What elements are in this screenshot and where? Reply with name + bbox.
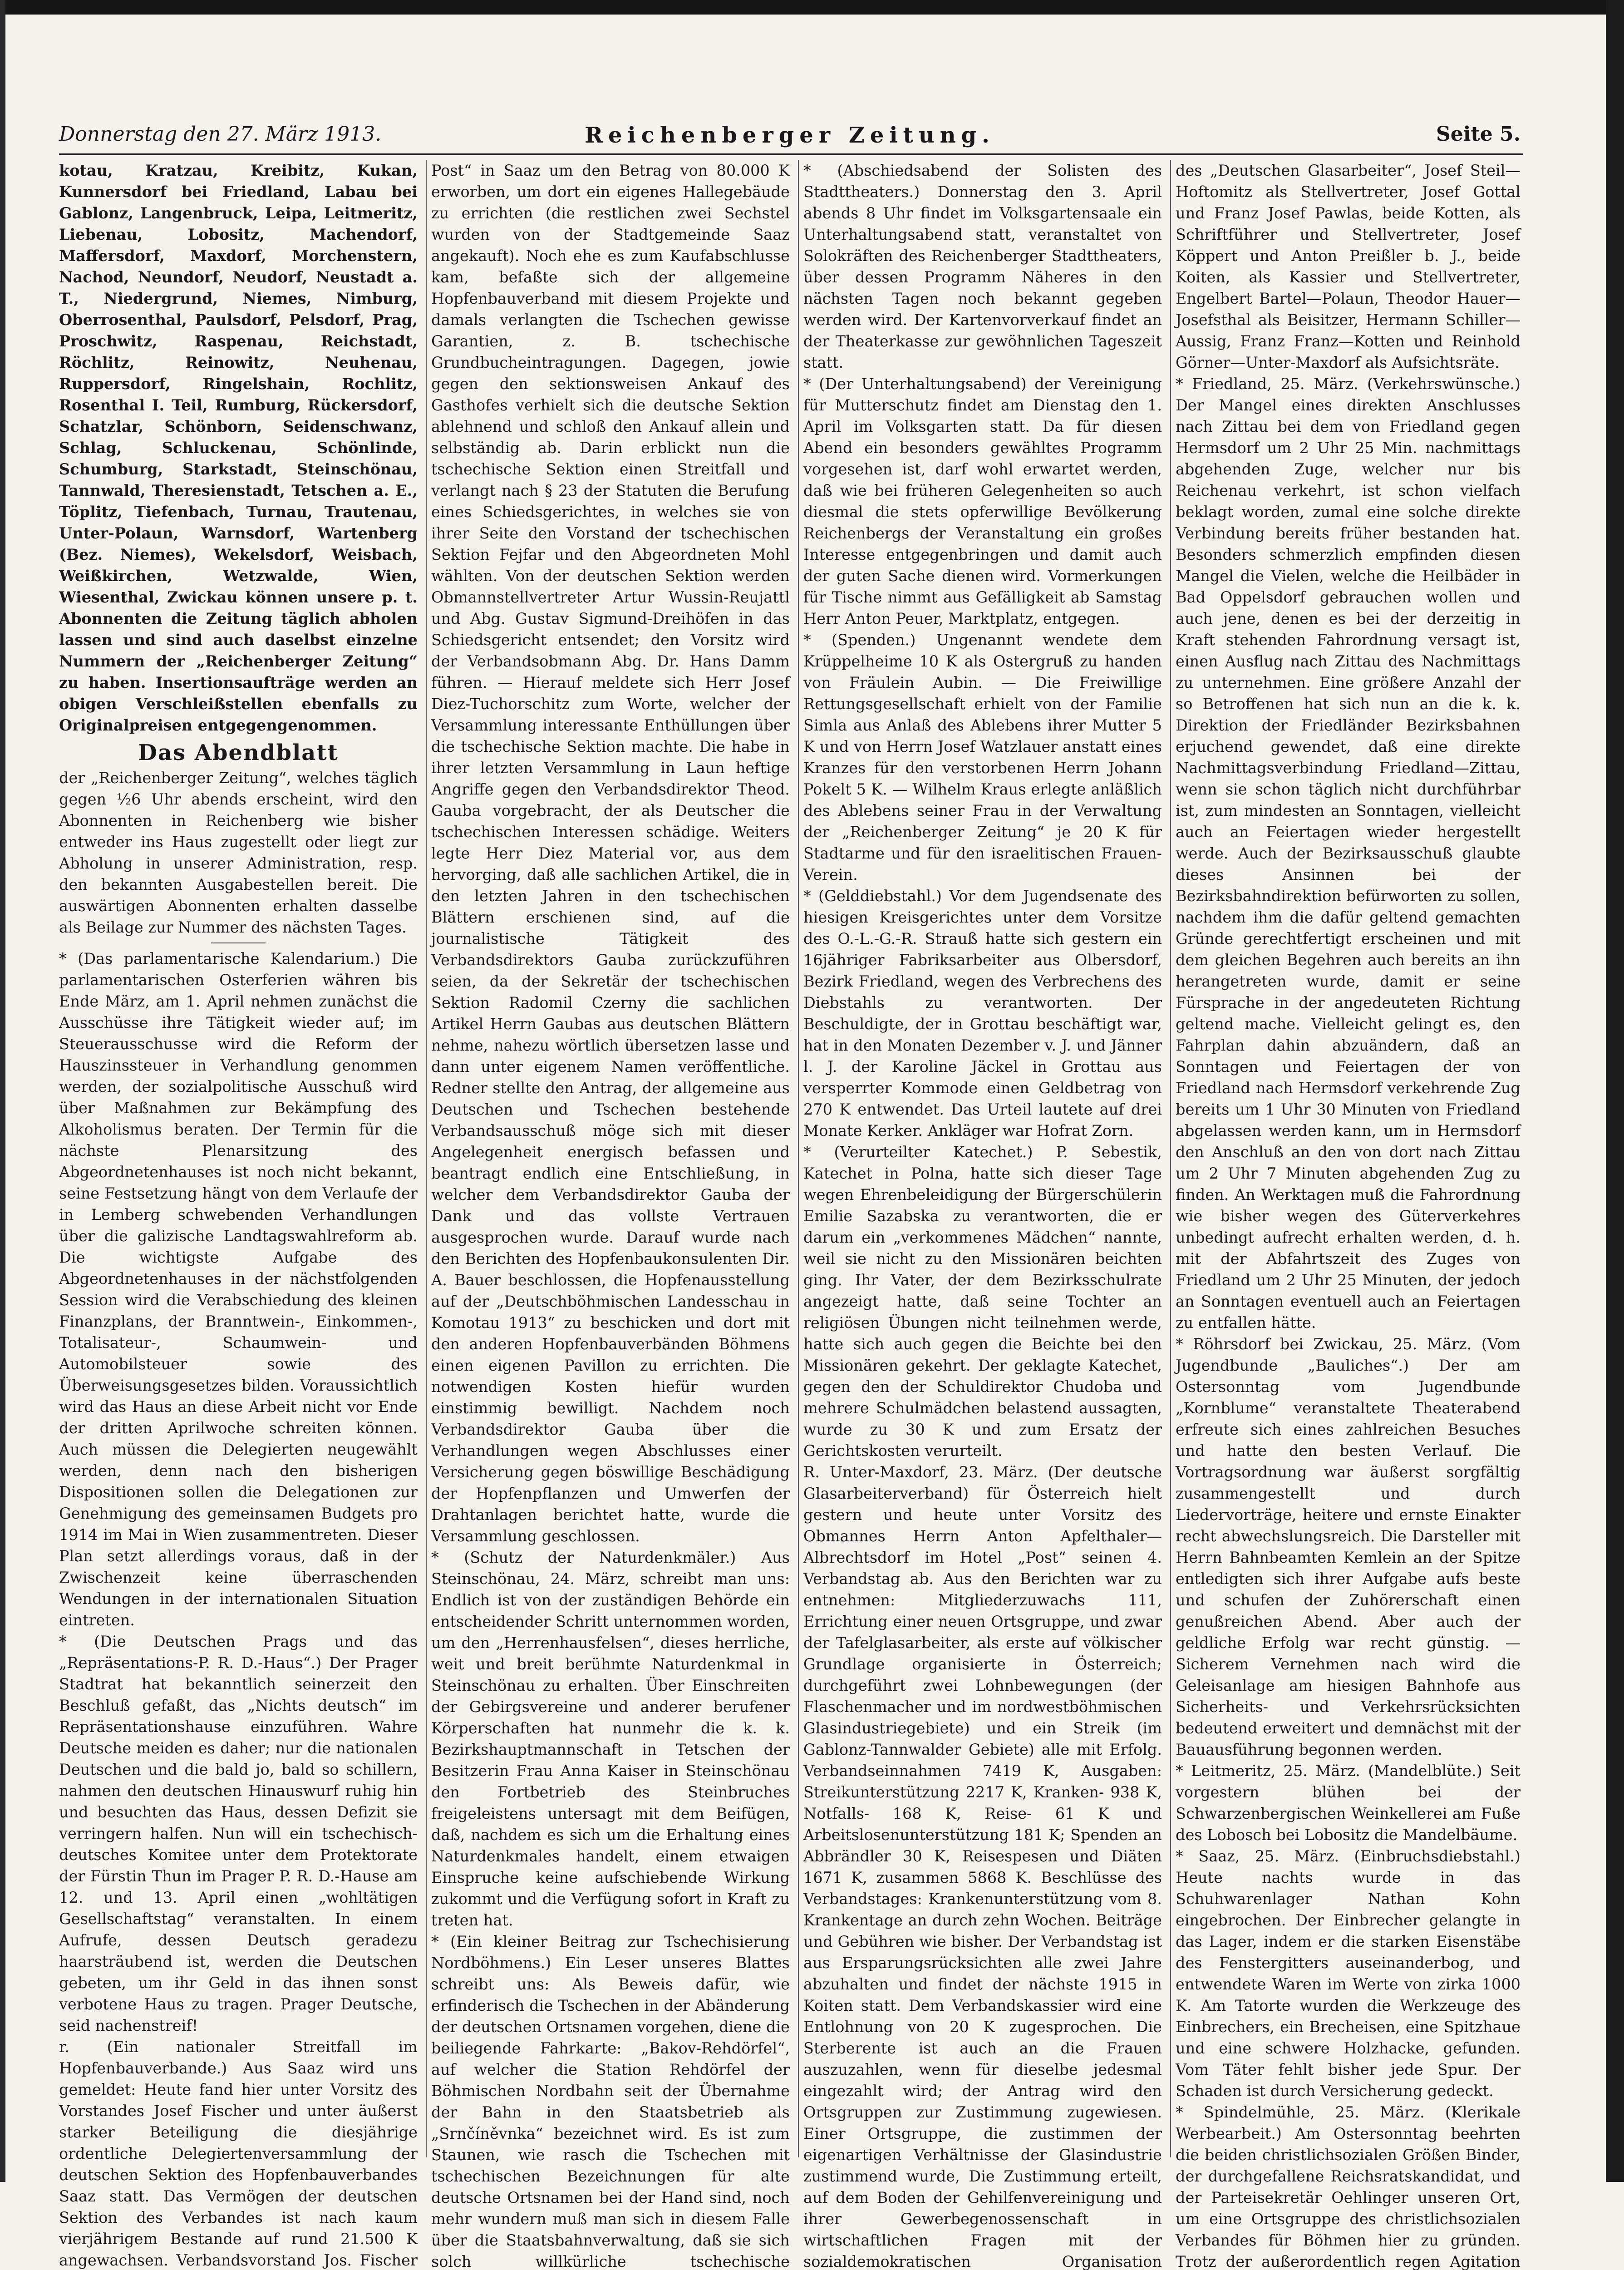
scan-edge-right: [1606, 0, 1624, 2182]
article-hop-dispute-cont: Post“ in Saaz um den Betrag von 80.000 K erworben, um dort ein eigenes Hallegebäude zu errichten (die restlichen zwei Sechstel wurden von der Stadtgemeinde Saaz angekauft). Noch ehe es zum Kaufabschlusse kam, befaßte sich der allgemeine Hopfenbauverband mit diesem Projekte und damals verlangten die Tschechen gewisse Garantien, z. B. tschechische Grundbucheintragungen. Dagegen, jowie gegen den sektionsweisen Ankauf des Gasthofes verhielt sich die deutsche Sektion ablehnend und schloß den Ankauf allein und selbständig ab. Darin erblickt nun die tschechische Sektion einen Streitfall und verlangt nach § 23 der Statuten die Berufung eines Schiedsgerichtes, in welches sie von ihrer Seite den Vorstand der tschechischen Sektion Fejfar und den Abgeordneten Mohl wählten. Von der deutschen Sektion werden Obmannstellvertreter Artur Wussin-Reujattl und Abg. Gustav Sigmund-Dreihöfen in das Schiedsgericht entsendet; den Vorsitz wird der Verbandsobmann Abg. Dr. Hans Damm führen. — Hierauf meldete sich Herr Josef Diez-Tuchorschitz zum Worte, welcher der Versammlung interessante Enthüllungen über die tschechische Sektion machte. Die habe in ihrer letzten Versammlung in Laun heftige Angriffe gegen den Verbandsdirektor Theod. Gauba vorgebracht, der als Deutscher die tschechischen Interessen schädige. Weiters legte Herr Diez Material vor, aus dem hervorging, daß alle sachlichen Artikel, die in den letzten Jahren in den tschechischen Blättern erschienen sind, auf die journalistische Tätigkeit des Verbandsdirektors Gauba zurückzuführen seien, da der Sekretär der tschechischen Sektion Radomil Czerny die sachlichen Artikel Herrn Gaubas aus deutschen Blättern nehme, nahezu wörtlich übersetzen lasse und dann unter eigenem Namen veröffentliche. Redner stellte den Antrag, der allgemeine aus Deutschen und Tschechen bestehende Verbandsausschuß möge sich mit dieser Angelegenheit energisch befassen und beantragt endlich eine Entschließung, in welcher dem Verbandsdirektor Gauba der Dank und das vollste Vertrauen ausgesprochen wurde. Darauf wurde nach den Berichten des Hopfenbaukonsulenten Dir. A. Bauer beschlossen, die Hopfenausstellung auf der „Deutschböhmischen Landesschau in Komotau 1913“ zu beschicken und dort mit den anderen Hopfenbauverbänden Böhmens einen eigenen Pavillon zu errichten. Die notwendigen Kosten hiefür wurden einstimmig bewilligt. Nachdem noch Verbandsdirektor Gauba über die Verhandlungen wegen Abschlusses einer Versicherung gegen böswillige Beschädigung der Hopfenpflanzen und Umwerfen der Drahtanlagen berichtet hatte, wurde die Versammlung geschlossen.: [431, 162, 790, 1545]
article-parliament-calendar: * (Das parlamentarische Kalendarium.) Die parlamentarischen Osterferien währen bis Ende März, am 1. April nehmen zunächst die Ausschüsse ihre Tätigkeit wieder auf; im Steuerausschusse wird die Reform der Hauszinssteuer in Verhandlung genommen werden, der sozialpolitische Ausschuß wird über Maßnahmen zur Bekämpfung des Alkoholismus beraten. Der Termin für die nächste Plenarsitzung des Abgeordnetenhauses ist noch nicht bekannt, seine Festsetzung hängt von dem Verlaufe der in Lemberg schwebenden Verhandlungen über die galizische Landtagswahlreform ab. Die wichtigste Aufgabe des Abgeordnetenhauses in der nächstfolgenden Session wird die Verabschiedung des kleinen Finanzplans, der Branntwein-, Einkommen-, Totalisateur-, Schaumwein- und Automobilsteuer sowie des Überweisungsgesetzes bilden. Voraussichtlich wird das Haus an diese Arbeit nicht vor Ende der dritten Aprilwoche schreiten können. Auch müssen die Delegierten neugewählt werden, denn nach den bisherigen Dispositionen sollen die Delegationen zur Genehmigung des gemeinsamen Budgets pro 1914 im Mai in Wien zusammentreten. Dieser Plan setzt allerdings voraus, daß in der Zwischenzeit keine überraschenden Wendungen in der internationalen Situation eintreten.: [59, 950, 418, 1629]
article-friedland-traffic: * Friedland, 25. März. (Verkehrswünsche.) Der Mangel eines direkten Anschlusses nach Zittau bei dem von Friedland gegen Hermsdorf um 2 Uhr 25 Min. nachmittags abgehenden Zuge, welcher nur bis Reichenau verkehrt, ist schon vielfach beklagt worden, zumal eine solche direkte Verbindung bereits früher bestanden hat. Besonders schmerzlich empfinden diesen Mangel die Vielen, welche die Heilbäder in Bad Oppelsdorf gebrauchen wollen und auch jene, denen es bei der derzeitig in Kraft stehenden Fahrordnung versagt ist, einen Ausflug nach Zittau des Nachmittags zu unternehmen. Eine größere Anzahl der so Betroffenen hat sich nun an die k. k. Direktion der Friedländer Bezirksbahnen erjuchend gewendet, daß eine direkte Nachmittagsverbindung Friedland—Zittau, wenn sie schon täglich nicht durchführbar ist, zum mindesten an Sonntagen, vielleicht auch an Feiertagen wieder hergestellt werde. Auch der Bezirksausschuß glaubte dieses Ansinnen bei der Bezirksbahndirektion befürworten zu sollen, nachdem ihm die dafür geltend gemachten Gründe gerechtfertigt erscheinen und mit dem gleichen Begehren auch bereits an ihn herangetreten wurde, damit er seine Fürsprache in der angedeuteten Richtung geltend mache. Vielleicht gelingt es, den Fahrplan dahin abzuändern, daß an Sonntagen und Feiertagen der von Friedland nach Hermsdorf verkehrende Zug bereits um 1 Uhr 30 Minuten von Friedland abgelassen werden kann, um in Hermsdorf den Anschluß an den von dort nach Zittau um 2 Uhr 7 Minuten abgehenden Zug zu finden. An Werktagen muß die Fahrordnung wie bisher wegen des Güterverkehres unbedingt aufrecht erhalten werden, d. h. mit der Abfahrtszeit des Zuges von Friedland um 2 Uhr 25 Minuten, der jedoch an Sonntagen eventuell auch an Feiertagen zu entfallen hätte.: [1176, 375, 1521, 1332]
article-entertainment-evening: * (Der Unterhaltungsabend) der Vereinigung für Mutterschutz findet am Dienstag den 1. April im Volksgarten statt. Da für diesen Abend ein besonders gewähltes Programm vorgesehen ist, darf wohl erwartet werden, daß wie bei früheren Gelegenheiten so auch diesmal die stets opferwillige Bevölkerung Reichenbergs der Veranstaltung ein großes Interesse entgegenbringen und damit auch der guten Sache dienen wird. Vormerkungen für Tische nimmt aus Gefälligkeit ab Samstag Herr Anton Peuer, Marktplatz, entgegen.: [803, 375, 1162, 627]
article-leitmeritz: * Leitmeritz, 25. März. (Mandelblüte.) Seit vorgestern blühen bei der Schwarzenbergischen Weinkellerei am Fuße des Lobosch bei Lobositz die Mandelbäume.: [1176, 1762, 1521, 1844]
article-roehrsdorf: * Röhrsdorf bei Zwickau, 25. März. (Vom Jugendbunde „Bauliches“.) Der am Ostersonntag vom Jugendbunde „Kornblume“ veranstaltete Theaterabend erfreute sich eines zahlreichen Besuches und hatte den besten Verlauf. Die Vortragsordnung war äußerst sorgfältig zusammengestellt und durch Liedervorträge, heitere und ernste Einakter recht abwechslungsreich. Die Darsteller mit Herrn Bahnbeamten Kemlein an der Spitze entledigten sich ihrer Aufgabe aufs beste und schufen der Zuhörerschaft einen genußreichen Abend. Aber auch der geldliche Erfolg war recht günstig. — Sicherem Vernehmen nach wird die Geleisanlage am hiesigen Bahnhofe aus Sicherheits- und Verkehrsrücksichten bedeutend erweitert und demnächst mit der Bauausführung begonnen werden.: [1176, 1335, 1521, 1758]
issue-date: Donnerstag den 27. März 1913.: [59, 123, 382, 146]
article-glassworkers-cont: des „Deutschen Glasarbeiter“, Josef Steil—Hoftomitz als Stellvertreter, Josef Gottal und Franz Josef Pawlas, beide Kotten, als Schriftführer und Stellvertreter, Josef Köppert und Anton Preißler b. J., beide Koiten, als Kassier und Stellvertreter, Engelbert Bartel—Polaun, Theodor Hauer—Josefsthal als Beisitzer, Hermann Schiller—Aussig, Franz Franz—Kotten und Reinhold Görner—Unter-Maxdorf als Aufsichtsräte.: [1176, 162, 1521, 371]
abendblatt-heading: Das Abendblatt: [138, 740, 339, 765]
article-nature-monuments: * (Schutz der Naturdenkmäler.) Aus Steinschönau, 24. März, schreibt man uns: Endlich ist von der zuständigen Behörde ein entscheidender Schritt unternommen worden, um den „Herrenhausfelsen“, dieses herrliche, weit und breit berühmte Naturdenkmal in Steinschönau zu erhalten. Über Einschreiten der Gebirgsvereine und anderer berufener Körperschaften hat nunmehr die k. k. Bezirkshauptmannschaft in Tetschen der Besitzerin Frau Anna Kaiser in Steinschönau den Fortbetrieb des Steinbruches freigeleistens untersagt mit dem Beifügen, daß, nachdem es sich um die Erhaltung eines Naturdenkmales handelt, einem etwaigen Einspruche keine aufschiebende Wirkung zukommt und die Verfügung sofort in Kraft zu treten hat.: [431, 1549, 790, 1929]
article-catechist: * (Verurteilter Katechet.) P. Sebestik, Katechet in Polna, hatte sich dieser Tage wegen Ehrenbeleidigung der Bürgerschülerin Emilie Sazabska zu verantworten, die er darum ein „verkommenes Mädchen“ nannte, weil sie nicht zu den Missionären beichten ging. Ihr Vater, der dem Bezirksschulrate angezeigt hatte, daß seine Tochter an religiösen Übungen nicht teilnehmen werde, hatte sich auch gegen die Beichte bei den Missionären gekehrt. Der geklagte Katechet, gegen den der Schuldirektor Chudoba und mehrere Schulmädchen belastend aussagten, wurde zu 30 K und zum Ersatz der Gerichtskosten verurteilt.: [803, 1143, 1162, 1460]
scan-edge-left: [0, 0, 5, 2182]
newspaper-title: Reichenberger Zeitung.: [585, 123, 995, 148]
column-rule: [426, 160, 427, 2157]
column-3: [803, 160, 1162, 2270]
article-farewell-evening: * (Abschiedsabend der Solisten des Stadttheaters.) Donnerstag den 3. April abends 8 Uhr findet im Volksgartensaale ein Unterhaltungsabend statt, veranstaltet von Solokräften des Reichenberger Stadttheaters, über dessen Programm Näheres in den nächsten Tagen noch bekannt gegeben werden wird. Der Kartenvorverkauf findet an der Theaterkasse zur gewöhnlichen Tageszeit statt.: [803, 162, 1162, 371]
column-4: [1176, 160, 1521, 2270]
abendblatt-notice: der „Reichenberger Zeitung“, welches täglich gegen ½6 Uhr abends erscheint, wird den Abonnenten in Reichenberg wie bisher entweder ins Haus zugestellt oder liegt zur Abholung in unserer Administration, resp. den bekannten Ausgabestellen bereit. Die auswärtigen Abonnenten erhalten dasselbe als Beilage zur Nummer des nächsten Tages.: [59, 769, 418, 936]
column-2: [431, 160, 790, 2270]
article-hop-dispute: r. (Ein nationaler Streitfall im Hopfenbauverbande.) Aus Saaz wird uns gemeldet: Heute fand hier unter Vorsitz des Vorstandes Josef Fischer und unter äußerst starker Beteiligung die diesjährige ordentliche Delegiertenversammlung der deutschen Sektion des Hopfenbauverbandes Saaz statt. Das Vermögen der deutschen Sektion des Verbandes ist nach kaum vierjährigem Bestande auf rund 21.500 K angewachsen. Verbandsvorstand Jos. Fischer: [59, 2038, 418, 2269]
article-donations: * (Spenden.) Ungenannt wendete dem Krüppelheime 10 K als Ostergruß zu handen von Fräulein Aubin. — Die Freiwillige Rettungsgesellschaft erhielt von der Familie Simla aus Anlaß des Ablebens ihrer Mutter 5 K und von Herrn Josef Watzlauer anstatt eines Kranzes für den verstorbenen Herrn Johann Pokelt 5 K. — Wilhelm Kraus erlegte anläßlich des Ablebens seiner Frau in der Verwaltung der „Reichenberger Zeitung“ je 20 K für Stadtarme und für den israelitischen Frauen-Verein.: [803, 631, 1162, 883]
page-number: Seite 5.: [1436, 123, 1521, 146]
column-rule: [1170, 160, 1171, 2157]
column-rule: [798, 160, 799, 2157]
article-prague-germans: * (Die Deutschen Prags und das „Repräsentations-P. R. D.-Haus“.) Der Prager Stadtrat hat bekanntlich seinerzeit den Beschluß gefaßt, das „Nichts deutsch“ im Repräsentationshause einzuführen. Wahre Deutsche meiden es daher; nur die nationalen Deutschen und die bald jo, bald so schillern, nahmen den deutschen Hinauswurf ruhig hin und besuchten das Haus, dessen Defizit sie verringern halfen. Nun will ein tschechisch-deutsches Komitee unter dem Protektorate der Fürstin Thun im Prager P. R. D.-Hause am 12. und 13. April einen „wohltätigen Gesellschaftstag“ veranstalten. In einem Aufrufe, dessen Deutsch geradezu haarsträubend ist, werden die Deutschen gebeten, um ihr Geld in das ihnen sonst verbotene Haus zu tragen. Prager Deutsche, seid nachenstreif!: [59, 1633, 418, 2034]
article-glassworkers: R. Unter-Maxdorf, 23. März. (Der deutsche Glasarbeiterverband) für Österreich hielt gestern und heute unter Vorsitz des Obmannes Herrn Anton Apfelthaler—Albrechtsdorf im Hotel „Post“ seinen 4. Verbandstag ab. Aus den Berichten war zu entnehmen: Mitgliederzuwachs 111, Errichtung einer neuen Ortsgruppe, und zwar der Tafelglasarbeiter, als erste auf völkischer Grundlage organisierte in Österreich; durchgeführt zwei Lohnbewegungen (der Flaschenmacher und im nordwestböhmischen Glasindustriegebiete) und ein Streik (im Gablonz-Tannwalder Gebiete) alle mit Erfolg. Verbandseinnahmen 7419 K, Ausgaben: Streikunterstützung 2217 K, Kranken- 938 K, Notfalls- 168 K, Reise- 61 K und Arbeitslosenunterstützung 181 K; Spenden an Abbrändler 30 K, Reisespesen und Diäten 1671 K, zusammen 5868 K. Beschlüsse des Verbandstages: Krankenunterstützung vom 8. Krankentage an durch zehn Wochen. Beiträge und Gebühren wie bisher. Der Verbandstag ist aus Ersparungsrücksichten alle zwei Jahre abzuhalten und findet der nächste 1915 in Koiten statt. Dem Verbandskassier wird eine Entlohnung von 20 K zugesprochen. Die Sterberente ist auch an die Frauen auszuzahlen, wenn für dieselbe jedesmal eingezahlt wird; der Antrag wird den Ortsgruppen zur Zustimmung zugewiesen. Einer Ortsgruppe, die zustimmen der eigenartigen Verhältnisse der Glasindustrie zustimmend wurde, Die Zustimmung erteilt, auf dem Boden der Gehilfenvereinigung und ihrer Gewerbegenossenschaft in wirtschaftlichen Fragen mit der sozialdemokratischen Organisation: [803, 1463, 1162, 2270]
scan-edge-top: [0, 0, 1624, 15]
article-saaz-burglary: * Saaz, 25. März. (Einbruchsdiebstahl.) Heute nachts wurde in das Schuhwarenlager Nathan Kohn eingebrochen. Der Einbrecher gelangte in das Lager, indem er die starken Eisenstäbe des Fenstergitters auseinanderbog, und entwendete Waren im Werte von zirka 1000 K. Am Tatorte wurden die Werkzeuge des Einbrechers, ein Brecheisen, eine Spitzhaue und eine schwere Holzhacke, gefunden. Vom Täter fehlt bisher jede Spur. Der Schaden ist durch Versicherung gedeckt.: [1176, 1847, 1521, 2100]
distribution-list: kotau, Kratzau, Kreibitz, Kukan, Kunnersdorf bei Friedland, Labau bei Gablonz, Langenbruck, Leipa, Leitmeritz, Liebenau, Lobositz, Machendorf, Maffersdorf, Maxdorf, Morchenstern, Nachod, Neundorf, Neudorf, Neustadt a. T., Niedergrund, Niemes, Nimburg, Oberrosenthal, Paulsdorf, Pelsdorf, Prag, Proschwitz, Raspenau, Reichstadt, Röchlitz, Reinowitz, Neuhenau, Ruppersdorf, Ringelshain, Rochlitz, Rosenthal I. Teil, Rumburg, Rückersdorf, Schatzlar, Schönborn, Seidenschwanz, Schlag, Schluckenau, Schönlinde, Schumburg, Starkstadt, Steinschönau, Tannwald, Theresienstadt, Tetschen a. E., Töplitz, Tiefenbach, Turnau, Trautenau, Unter-Polaun, Warnsdorf, Wartenberg (Bez. Niemes), Wekelsdorf, Weisbach, Weißkirchen, Wetzwalde, Wien, Wiesenthal, Zwickau können unsere p. t. Abonnenten die Zeitung täglich abholen lassen und sind auch daselbst einzelne Nummern der „Reichenberger Zeitung“ zu haben. Insertionsaufträge werden an obigen Verschleißstellen ebenfalls zu Originalpreisen entgegengenommen.: [59, 162, 418, 734]
header-rule: [59, 153, 1523, 155]
column-1: [59, 160, 418, 2269]
article-spindelmuehle: * Spindelmühle, 25. März. (Klerikale Werbearbeit.) Am Ostersonntag beehrten die beiden christlichsozialen Größen Binder, der durchgefallene Reichsratskandidat, und der Parteisekretär Oehlinger unseren Ort, um eine Ortsgruppe des christlichsozialen Verbandes für Böhmen hier zu gründen. Trotz der außerordentlich regen Agitation: [1176, 2103, 1521, 2270]
page-header: [59, 123, 1521, 154]
article-theft: * (Gelddiebstahl.) Vor dem Jugendsenate des hiesigen Kreisgerichtes unter dem Vorsitze des O.-L.-G.-R. Strauß hatte sich gestern ein 16jähriger Fabriksarbeiter aus Olbersdorf, Bezirk Friedland, wegen des Verbrechens des Diebstahls zu verantworten. Der Beschuldigte, der in Grottau beschäftigt war, hat in den Monaten Dezember v. J. und Jänner l. J. der Karoline Jäckel in Grottau aus versperrter Kommode einen Geldbetrag von 270 K entwendet. Das Urteil lautete auf drei Monate Kerker. Ankläger war Hofrat Zorn.: [803, 887, 1162, 1140]
article-czechization: * (Ein kleiner Beitrag zur Tschechisierung Nordböhmens.) Ein Leser unseres Blattes schreibt uns: Als Beweis dafür, wie erfinderisch die Tschechen in der Abänderung der deutschen Ortsnamen vorgehen, diene die beiliegende Fahrkarte: „Bakov-Rehdörfel“, auf welcher die Station Rehdörfel der Böhmischen Nordbahn seit der Übernahme der Bahn in den Staatsbetrieb als „Srnčíněvnka“ bezeichnet wird. Es ist zum Staunen, wie rasch die Tschechen mit tschechischen Bezeichnungen für alte deutsche Ortsnamen bei der Hand sind, noch mehr wundern muß man sich in diesem Falle über die Staatsbahnverwaltung, daß sie sich solch willkürliche tschechische: [431, 1933, 790, 2270]
